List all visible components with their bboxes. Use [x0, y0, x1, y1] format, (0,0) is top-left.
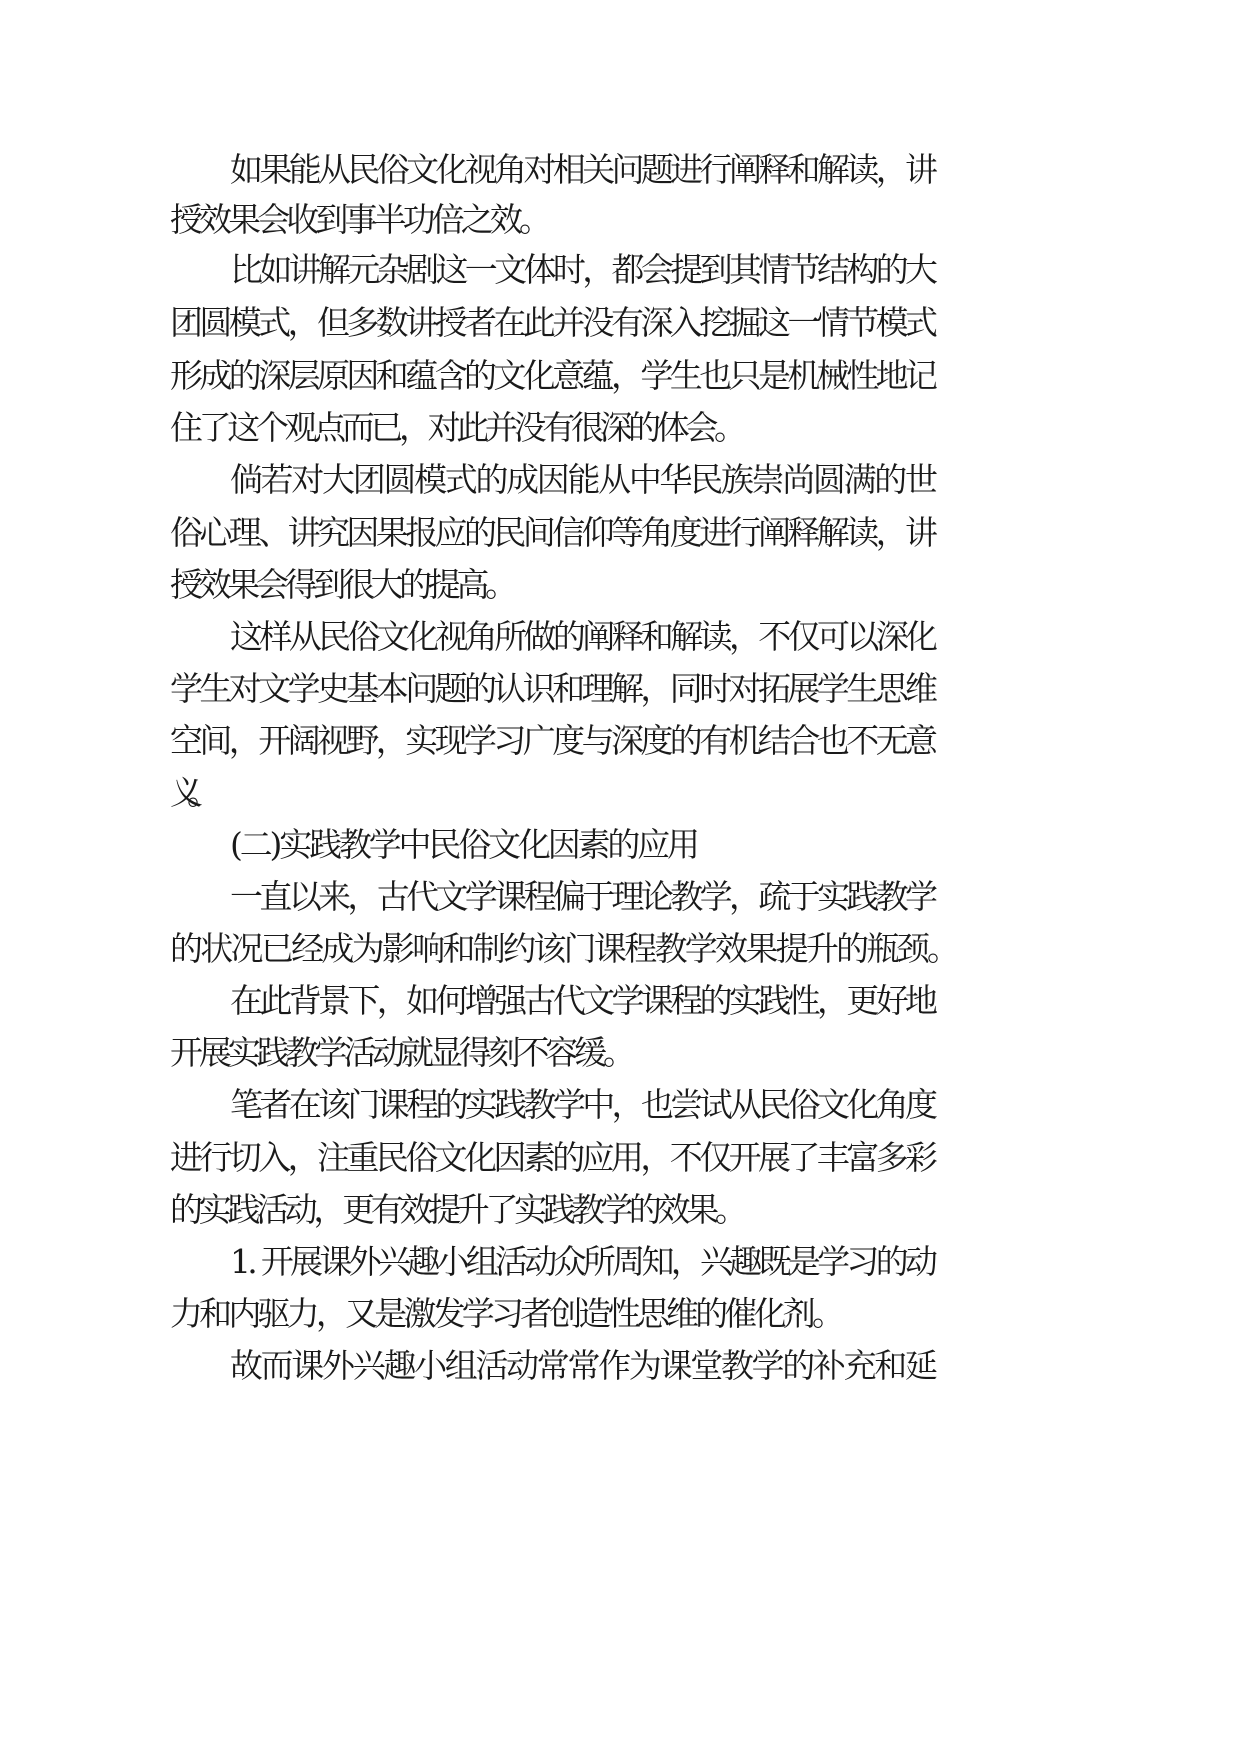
text-line: 进行切入，注重民俗文化因素的应用，不仅开展了丰富多彩 [170, 1138, 935, 1177]
text-line: 学生对文学史基本问题的认识和理解，同时对拓展学生思维 [170, 669, 935, 708]
text-line: 故而课外兴趣小组活动常常作为课堂教学的补充和延 [230, 1346, 936, 1385]
text-line: 授效果会收到事半功倍之效。 [170, 200, 549, 239]
text-line: 形成的深层原因和蕴含的文化意蕴，学生也只是机械性地记 [170, 356, 935, 395]
text-line: 的实践活动，更有效提升了实践教学的效果。 [170, 1190, 744, 1229]
text-line: 住了这个观点而已，对此并没有很深的体会。 [170, 408, 743, 447]
text-line: 的状况已经成为影响和制约该门课程教学效果提升的瓶颈。 [170, 929, 958, 968]
text-line: 开展实践教学活动就显得刻不容缓。 [170, 1033, 632, 1072]
text-line: 1. 开展课外兴趣小组活动众所周知，兴趣既是学习的动 [230, 1242, 935, 1281]
text-line: 如果能从民俗文化视角对相关问题进行阐释和解读，讲 [230, 150, 935, 189]
section-heading: (二)实践教学中民俗文化因素的应用 [230, 825, 697, 864]
text-line: 一直以来，古代文学课程偏于理论教学，疏于实践教学 [230, 877, 935, 916]
text-line: 空间，开阔视野，实现学习广度与深度的有机结合也不无意 [170, 721, 935, 760]
text-line: 这样从民俗文化视角所做的阐释和解读，不仅可以深化 [230, 617, 935, 656]
text-line: 俗心理、讲究因果报应的民间信仰等角度进行阐释解读，讲 [170, 513, 935, 552]
text-line: 授效果会得到很大的提高。 [170, 565, 514, 604]
text-line: 比如讲解元杂剧这一文体时，都会提到其情节结构的大 [230, 250, 935, 289]
text-line: 倘若对大团圆模式的成因能从中华民族崇尚圆满的世 [230, 460, 936, 499]
text-line: 笔者在该门课程的实践教学中，也尝试从民俗文化角度 [230, 1085, 935, 1124]
text-line: 团圆模式，但多数讲授者在此并没有深入挖掘这一情节模式 [170, 303, 935, 342]
text-line: 力和内驱力，又是激发学习者创造性思维的催化剂。 [170, 1294, 842, 1333]
text-line: 在此背景下，如何增强古代文学课程的实践性，更好地 [230, 981, 935, 1020]
text-line: 义。 [170, 773, 204, 812]
